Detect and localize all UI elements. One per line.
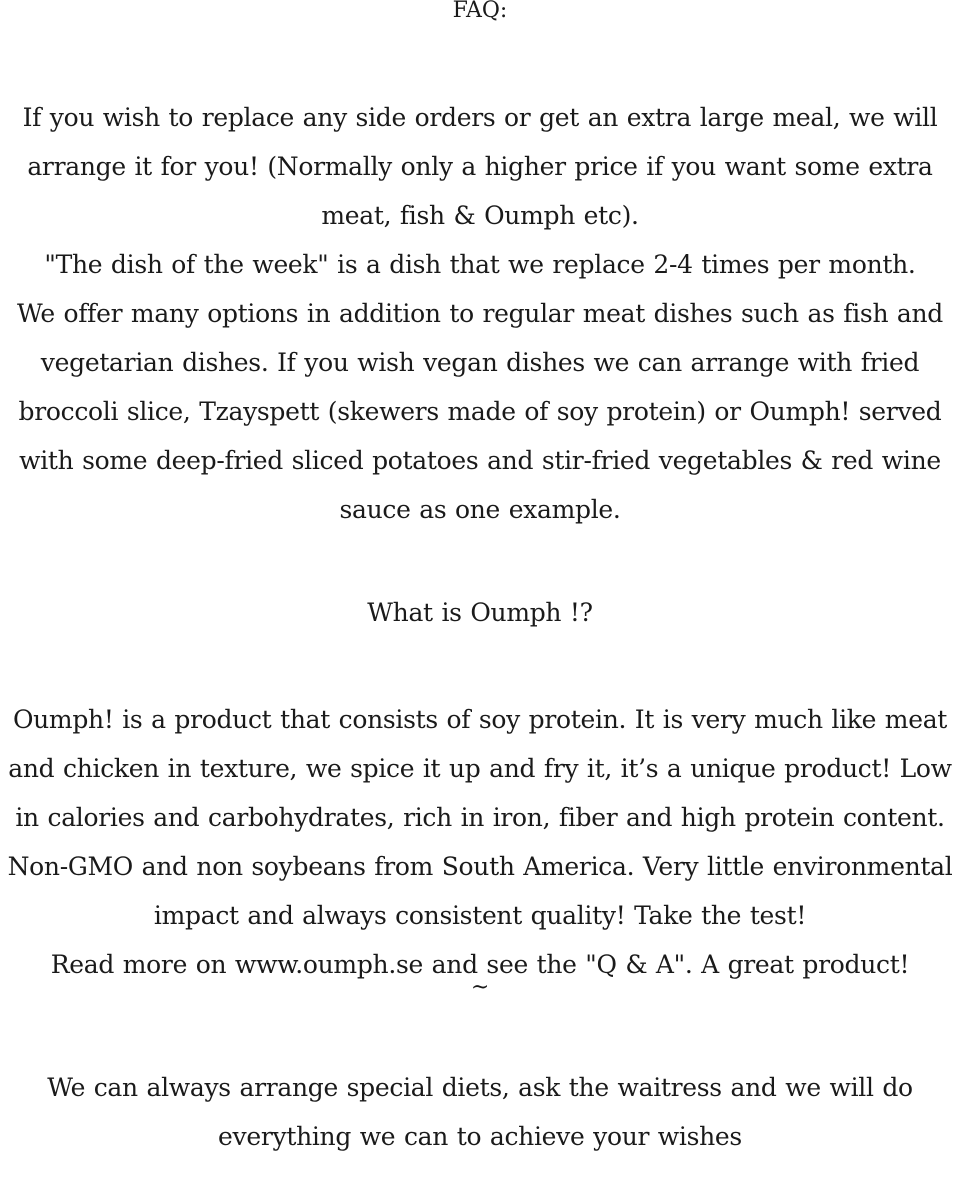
dish-of-week-paragraph: "The dish of the week" is a dish that we replace 2-4 times per month.: [44, 250, 916, 279]
intro-paragraph: If you wish to replace any side orders or get an extra large meal, we will arrange it for you! (Normally only a higher price if you want some extra meat, fish & Oumph etc).: [22, 103, 938, 230]
options-paragraph: We offer many options in addition to regular meat dishes such as fish and vegetarian dishes. If you wish vegan dishes we can arrange with fried broccoli slice, Tzayspett (skewers made of soy protein) or Oumph! served with some deep-fried sliced potatoes and stir-fried vegetables & red wine sauce as one example.: [16, 299, 944, 524]
oumph-question: What is Oumph !?: [367, 598, 593, 627]
tilde-separator: ~: [470, 975, 490, 1000]
faq-title: FAQ:: [452, 0, 508, 23]
read-more-line: Read more on www.oumph.se and see the "Q & A". A great product!: [50, 950, 910, 979]
special-diets-paragraph: We can always arrange special diets, ask the waitress and we will do everything we can to achieve your wishes: [47, 1073, 913, 1151]
oumph-answer-paragraph: Oumph! is a product that consists of soy protein. It is very much like meat and chicken in texture, we spice it up and fry it, it’s a unique product! Low in calories and carbohydrates, rich in iron, fiber and high protein content. Non-GMO and non soybeans from South America. Very little environmental impact and always consistent quality! Take the test!: [7, 705, 953, 930]
